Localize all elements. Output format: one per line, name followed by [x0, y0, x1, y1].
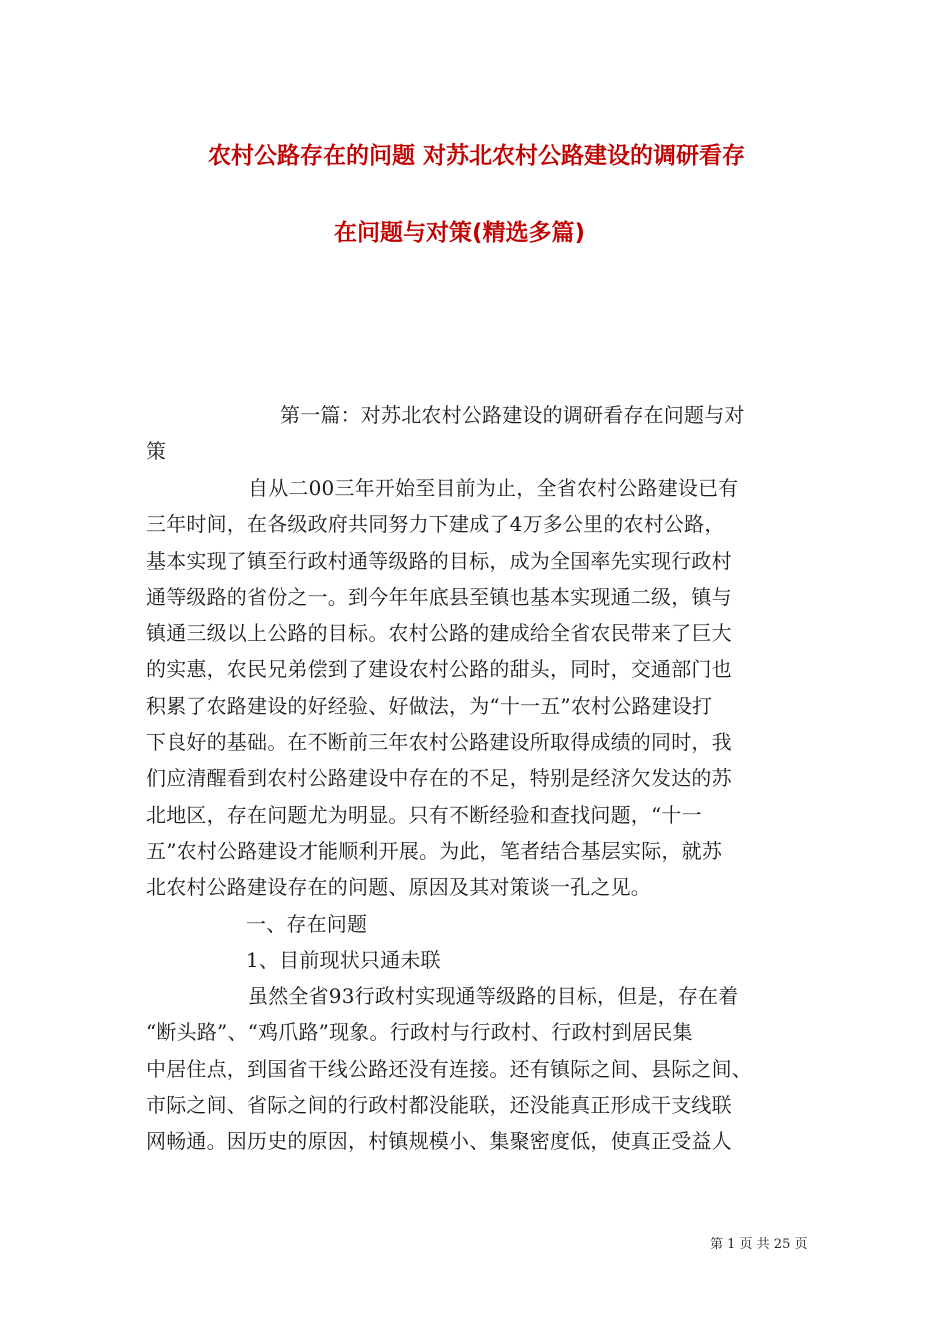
paragraph-line: 网畅通。因历史的原因，村镇规模小、集聚密度低，使真正受益人	[146, 1129, 732, 1154]
paragraph-line	[146, 978, 810, 1014]
paragraph-line: 五”农村公路建设才能顺利开展。为此，笔者结合基层实际，就苏	[146, 838, 723, 863]
paragraph-line: 的实惠，农民兄弟偿到了建设农村公路的甜头，同时，交通部门也	[146, 657, 732, 682]
paragraph-line: 北地区，存在问题尤为明显。只有不断经验和查找问题，“十一	[146, 802, 702, 827]
paragraph-line: 镇通三级以上公路的目标。农村公路的建成给全省农民带来了巨大	[146, 621, 732, 646]
paragraph-line: 市际之间、省际之间的行政村都没能联，还没能真正形成干支线联	[146, 1093, 732, 1118]
page-number-footer: 第 1 页 共 25 页	[710, 1237, 808, 1252]
paragraph-line: 下良好的基础。在不断前三年农村公路建设所取得成绩的同时，我	[146, 730, 732, 755]
document-title-line-1: 农村公路存在的问题 对苏北农村公路建设的调研看存	[208, 143, 746, 169]
subheading-current-status: 1、目前现状只通未联	[246, 947, 441, 972]
paragraph-line: 三年时间，在各级政府共同努力下建成了4万多公里的农村公路，	[146, 512, 725, 537]
subheading-line	[146, 942, 810, 978]
paragraph-line: “断头路”、“鸡爪路”现象。行政村与行政村、行政村到居民集	[146, 1020, 693, 1045]
subheading-existing-problems: 一、存在问题	[246, 911, 368, 936]
section-heading-line	[146, 433, 810, 469]
section-heading-text-2: 策	[146, 439, 167, 464]
paragraph-line: 积累了农路建设的好经验、好做法，为“十一五”农村公路建设打	[146, 693, 713, 718]
paragraph-line: 基本实现了镇至行政村通等级路的目标，成为全国率先实现行政村	[146, 548, 732, 573]
paragraph-text: 虽然全省93行政村实现通等级路的目标，但是，存在着	[248, 984, 739, 1009]
paragraph-line: 们应清醒看到农村公路建设中存在的不足，特别是经济欠发达的苏	[146, 766, 732, 791]
paragraph-line	[146, 470, 810, 506]
paragraph-line: 北农村公路建设存在的问题、原因及其对策谈一孔之见。	[146, 875, 651, 900]
paragraph-line: 通等级路的省份之一。到今年年底县至镇也基本实现通二级，镇与	[146, 584, 732, 609]
section-heading-line	[146, 397, 810, 433]
subheading-line	[146, 906, 810, 942]
body-content	[146, 470, 810, 1160]
paragraph-line: 中居住点，到国省干线公路还没有连接。还有镇际之间、县际之间、	[146, 1056, 752, 1081]
section-heading	[146, 397, 810, 470]
paragraph-text: 自从二00三年开始至目前为止，全省农村公路建设已有	[248, 476, 739, 500]
document-title-line-2: 在问题与对策(精选多篇)	[334, 220, 586, 246]
section-heading-text-1: 第一篇：对苏北农村公路建设的调研看存在问题与对	[280, 403, 745, 427]
